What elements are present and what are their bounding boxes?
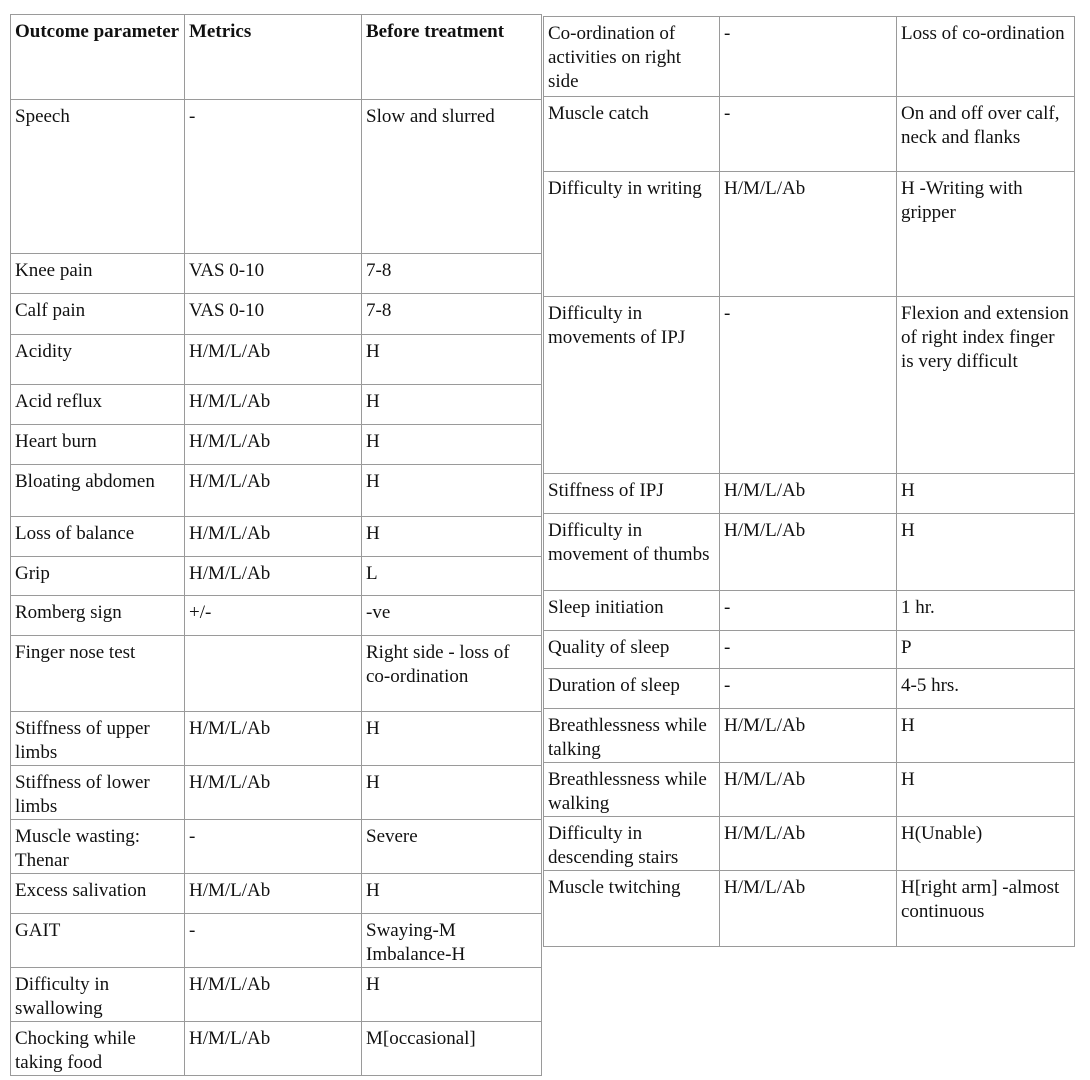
cell-metric: H/M/L/Ab	[185, 874, 362, 914]
cell-parameter: Muscle catch	[544, 97, 720, 172]
cell-value: H(Unable)	[897, 817, 1075, 871]
cell-value: On and off over calf, neck and flanks	[897, 97, 1075, 172]
table-row	[11, 335, 542, 385]
cell-parameter: Duration of sleep	[544, 669, 720, 709]
table-row	[11, 766, 542, 820]
cell-parameter: Loss of balance	[11, 517, 185, 557]
cell-metric: H/M/L/Ab	[720, 172, 897, 297]
table-row	[544, 631, 1075, 669]
cell-parameter: Breathlessness while walking	[544, 763, 720, 817]
cell-parameter: Speech	[11, 100, 185, 254]
cell-parameter: Difficulty in swallowing	[11, 968, 185, 1022]
cell-parameter: Acid reflux	[11, 385, 185, 425]
cell-metric: +/-	[185, 596, 362, 636]
cell-value: 7-8	[362, 254, 542, 294]
header-metrics: Metrics	[185, 15, 362, 100]
table-row	[11, 517, 542, 557]
cell-metric: H/M/L/Ab	[720, 763, 897, 817]
table-row	[544, 669, 1075, 709]
table-row	[11, 557, 542, 596]
cell-value: Slow and slurred	[362, 100, 542, 254]
table-row	[11, 636, 542, 712]
table-row	[11, 596, 542, 636]
cell-parameter: Stiffness of IPJ	[544, 474, 720, 514]
cell-metric: H/M/L/Ab	[185, 712, 362, 766]
cell-parameter: Chocking while taking food	[11, 1022, 185, 1076]
cell-metric: VAS 0-10	[185, 254, 362, 294]
cell-parameter: Knee pain	[11, 254, 185, 294]
table-row	[11, 1022, 542, 1076]
cell-value: H	[362, 712, 542, 766]
cell-value: 7-8	[362, 294, 542, 335]
cell-metric: H/M/L/Ab	[185, 766, 362, 820]
table-row	[11, 874, 542, 914]
table-row	[11, 385, 542, 425]
cell-value: H	[897, 763, 1075, 817]
table-row	[544, 763, 1075, 817]
cell-metric: VAS 0-10	[185, 294, 362, 335]
table-row	[544, 817, 1075, 871]
cell-parameter: Quality of sleep	[544, 631, 720, 669]
table-header-row	[11, 15, 542, 100]
table-row	[11, 820, 542, 874]
cell-value: Right side - loss of co-ordination	[362, 636, 542, 712]
cell-value: H	[362, 517, 542, 557]
cell-value: Loss of co-ordination	[897, 17, 1075, 97]
cell-parameter: Sleep initiation	[544, 591, 720, 631]
cell-metric	[185, 636, 362, 712]
cell-value: H	[362, 465, 542, 517]
cell-parameter: Heart burn	[11, 425, 185, 465]
value-line-1: H -Writing with gripper	[901, 178, 1023, 223]
table-row	[11, 294, 542, 335]
outcome-table-left	[10, 14, 542, 1076]
table-row	[544, 514, 1075, 591]
cell-value: -ve	[362, 596, 542, 636]
cell-value: H	[897, 474, 1075, 514]
cell-parameter: Muscle twitching	[544, 871, 720, 947]
cell-metric: H/M/L/Ab	[720, 817, 897, 871]
cell-value	[897, 172, 1075, 297]
cell-value: H	[897, 514, 1075, 591]
cell-parameter: Grip	[11, 557, 185, 596]
cell-value: H	[897, 709, 1075, 763]
cell-parameter: Romberg sign	[11, 596, 185, 636]
cell-value: M[occasional]	[362, 1022, 542, 1076]
cell-metric: -	[185, 820, 362, 874]
table-row	[544, 17, 1075, 97]
cell-parameter: Difficulty in descending stairs	[544, 817, 720, 871]
table-row	[544, 871, 1075, 947]
cell-value: L	[362, 557, 542, 596]
outcome-table-right	[543, 16, 1075, 947]
cell-parameter: Acidity	[11, 335, 185, 385]
cell-parameter: Calf pain	[11, 294, 185, 335]
cell-parameter: Difficulty in writing	[544, 172, 720, 297]
cell-parameter: Bloating abdomen	[11, 465, 185, 517]
cell-metric: H/M/L/Ab	[185, 1022, 362, 1076]
cell-value: 4-5 hrs.	[897, 669, 1075, 709]
table-row	[544, 97, 1075, 172]
cell-metric: H/M/L/Ab	[185, 968, 362, 1022]
cell-metric: -	[720, 631, 897, 669]
cell-value: P	[897, 631, 1075, 669]
cell-metric: H/M/L/Ab	[185, 335, 362, 385]
table-row	[544, 172, 1075, 297]
cell-metric: H/M/L/Ab	[185, 517, 362, 557]
table-row	[11, 254, 542, 294]
cell-metric: H/M/L/Ab	[720, 871, 897, 947]
cell-parameter: Co-ordination of activities on right side	[544, 17, 720, 97]
table-row	[544, 709, 1075, 763]
cell-value: Swaying-M Imbalance-H	[362, 914, 542, 968]
table-row	[11, 914, 542, 968]
cell-metric: -	[720, 591, 897, 631]
cell-value: H	[362, 425, 542, 465]
table-row	[11, 712, 542, 766]
table-row	[11, 968, 542, 1022]
cell-parameter: Stiffness of upper limbs	[11, 712, 185, 766]
cell-value: H[right arm] -almost continuous	[897, 871, 1075, 947]
header-before-treatment: Before treatment	[362, 15, 542, 100]
cell-metric: H/M/L/Ab	[185, 557, 362, 596]
cell-value: H	[362, 766, 542, 820]
table-row	[11, 465, 542, 517]
cell-metric: H/M/L/Ab	[185, 385, 362, 425]
table-row	[544, 297, 1075, 474]
cell-value: 1 hr.	[897, 591, 1075, 631]
cell-metric: -	[720, 17, 897, 97]
cell-parameter: Difficulty in movements of IPJ	[544, 297, 720, 474]
cell-value: H	[362, 335, 542, 385]
cell-metric: H/M/L/Ab	[720, 514, 897, 591]
cell-metric: -	[720, 297, 897, 474]
cell-metric: -	[185, 100, 362, 254]
cell-value: Severe	[362, 820, 542, 874]
cell-metric: H/M/L/Ab	[185, 465, 362, 517]
cell-value: H	[362, 385, 542, 425]
cell-metric: -	[720, 97, 897, 172]
cell-parameter: Finger nose test	[11, 636, 185, 712]
cell-parameter: Stiffness of lower limbs	[11, 766, 185, 820]
header-outcome-parameter: Outcome parameter	[11, 15, 185, 100]
table-row	[544, 591, 1075, 631]
cell-value: H	[362, 874, 542, 914]
cell-metric: H/M/L/Ab	[720, 474, 897, 514]
cell-value: Flexion and extension of right index finger is very difficult	[897, 297, 1075, 474]
cell-parameter: Difficulty in movement of thumbs	[544, 514, 720, 591]
cell-parameter: Excess salivation	[11, 874, 185, 914]
cell-metric: -	[720, 669, 897, 709]
cell-value: H	[362, 968, 542, 1022]
cell-parameter: Breathlessness while talking	[544, 709, 720, 763]
table-row	[11, 425, 542, 465]
cell-metric: H/M/L/Ab	[720, 709, 897, 763]
table-row	[544, 474, 1075, 514]
cell-parameter: GAIT	[11, 914, 185, 968]
cell-metric: H/M/L/Ab	[185, 425, 362, 465]
cell-metric: -	[185, 914, 362, 968]
table-row	[11, 100, 542, 254]
cell-parameter: Muscle wasting: Thenar	[11, 820, 185, 874]
